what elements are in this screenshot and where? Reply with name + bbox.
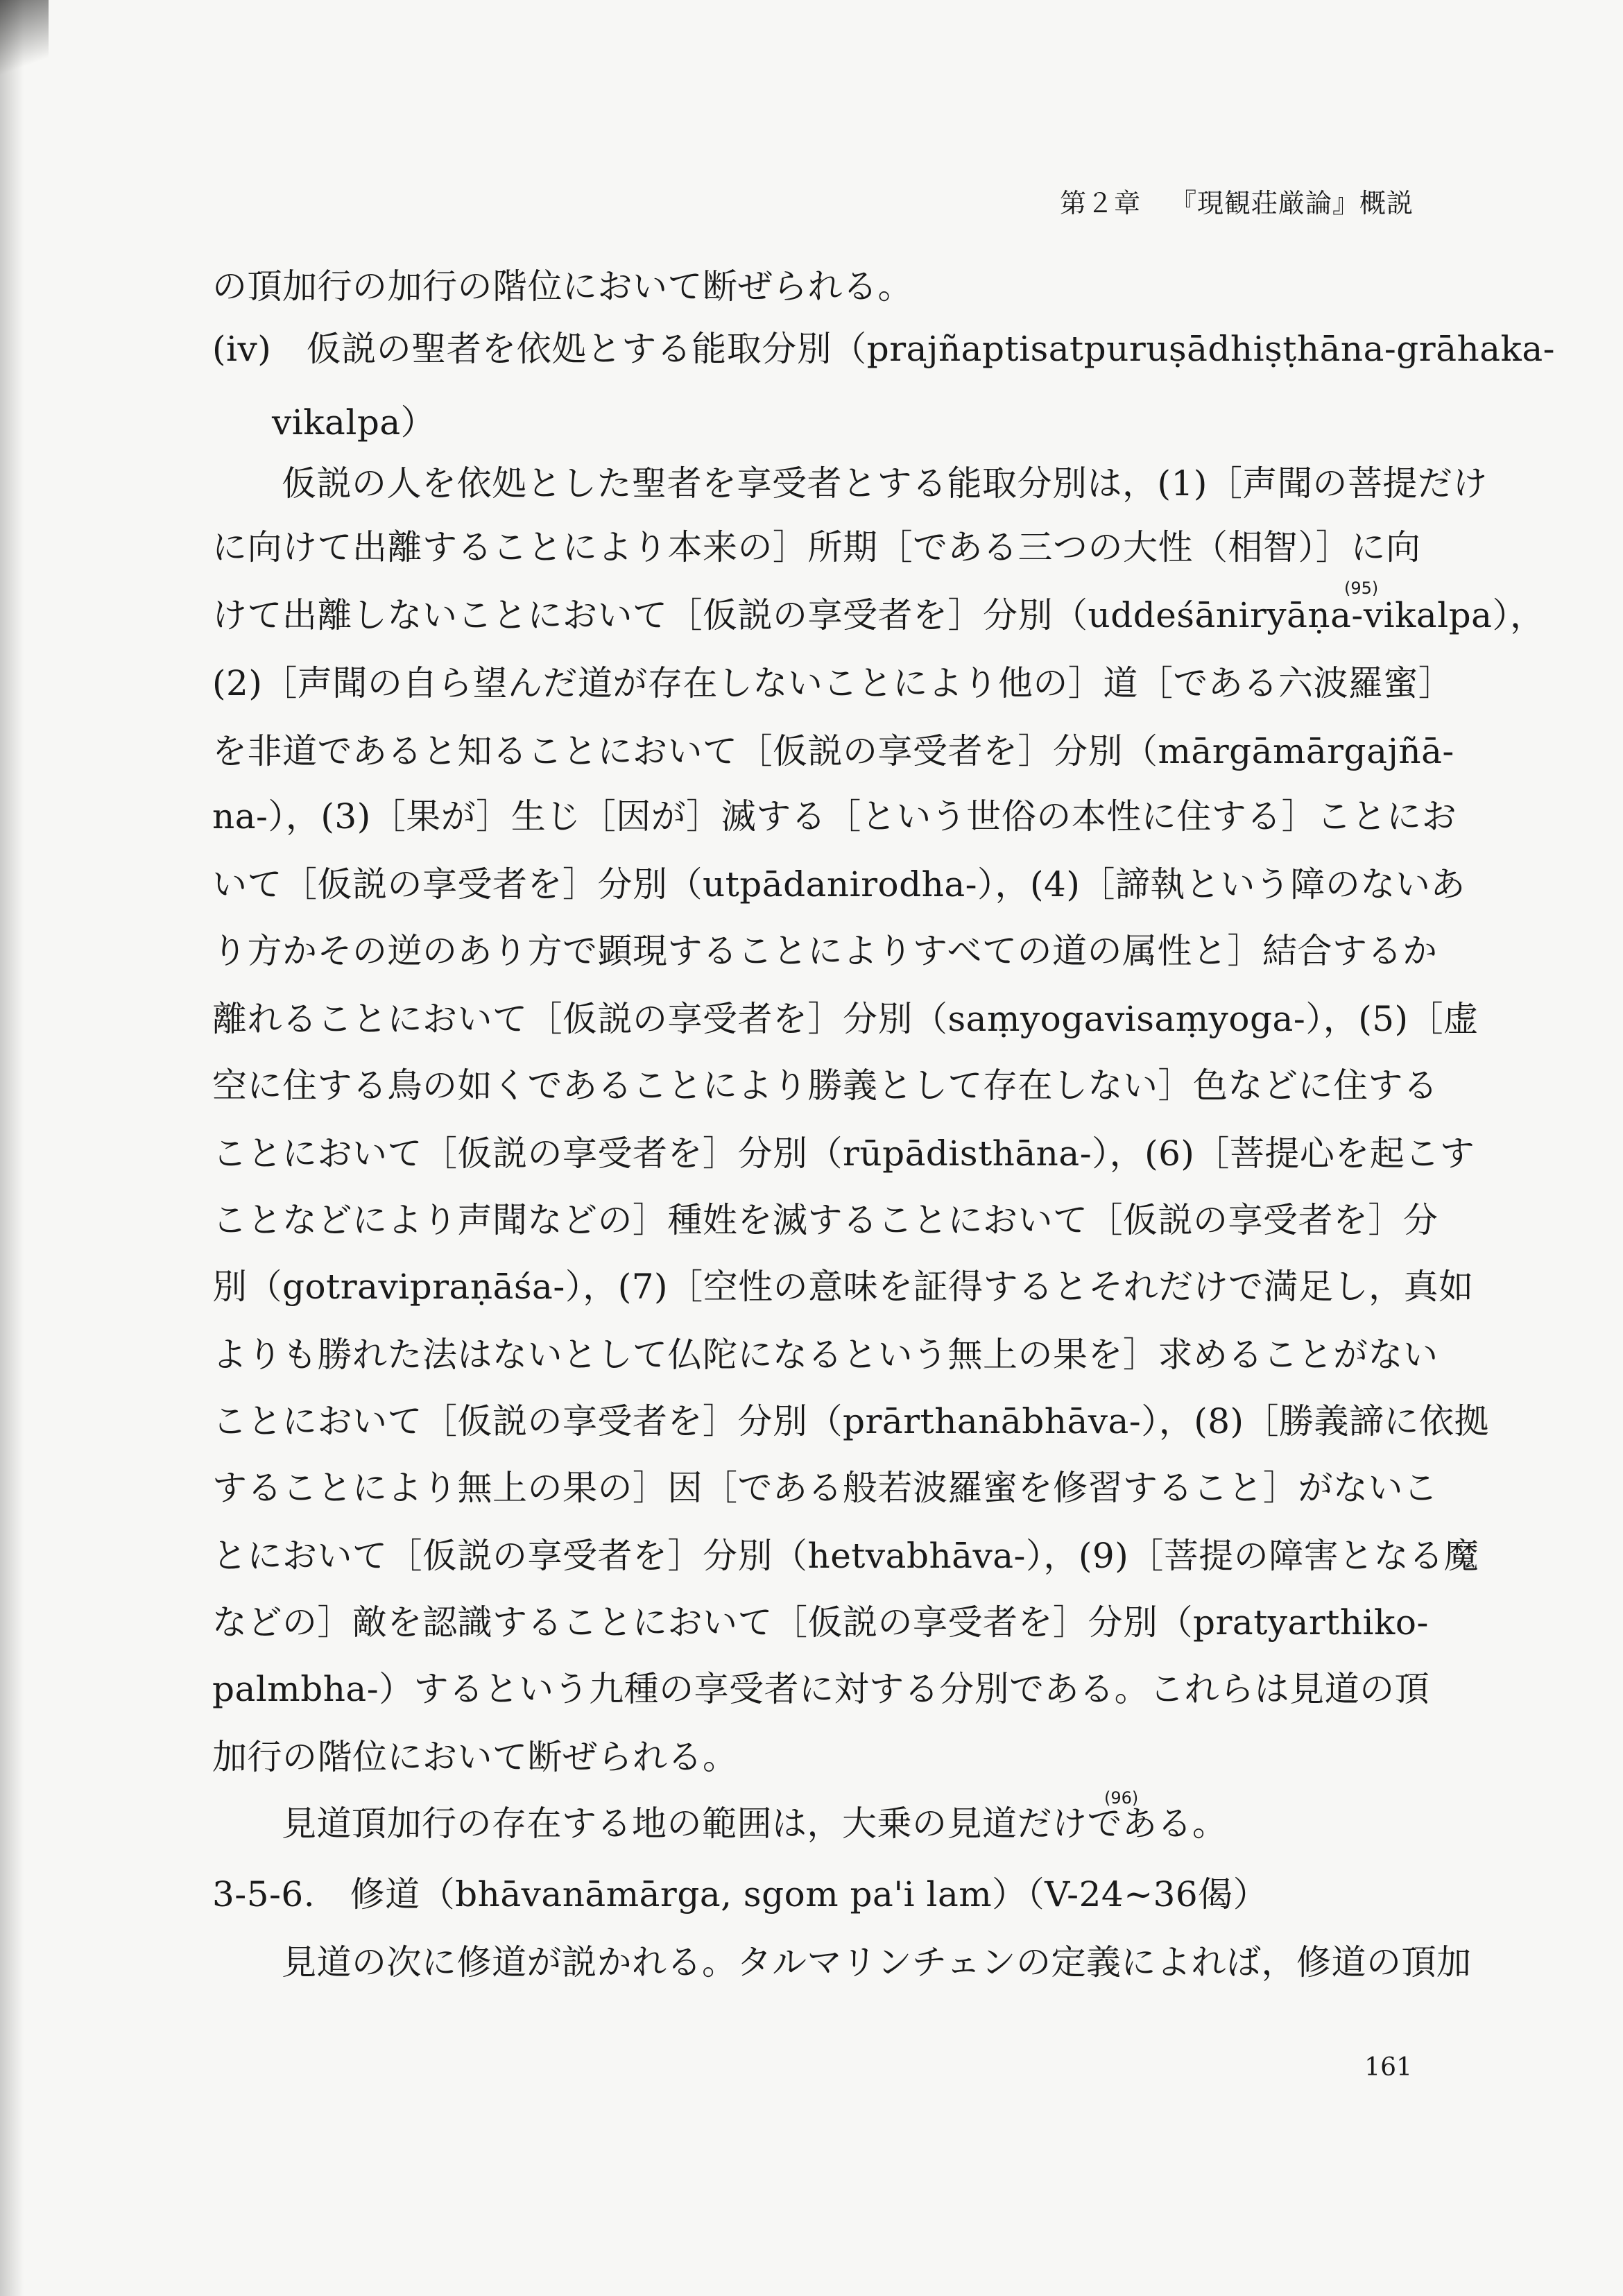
text-line-12: 離れることにおいて［仮説の享受者を］分別（saṃyogavisaṃyoga-），(5)［虚: [212, 999, 1479, 1039]
text-line-19: することにより無上の果の］因［である般若波羅蜜を修習すること］がないこ: [212, 1468, 1439, 1508]
text-line-10: いて［仮説の享受者を］分別（utpādanirodha-），(4)［諦執という障のないあ: [212, 864, 1466, 905]
page-number: 161: [1364, 2053, 1412, 2082]
text-line-9: na-），(3)［果が］生じ［因が］滅する［という世俗の本性に住する］ことにお: [212, 796, 1457, 837]
text-line-22: palmbha-）するという九種の享受者に対する分別である。これらは見道の頂: [212, 1669, 1430, 1709]
text-line-18: ことにおいて［仮説の享受者を］分別（prārthanābhāva-），(8)［勝義諦に依拠: [212, 1401, 1490, 1441]
text-line-3: vikalpa）: [272, 402, 436, 443]
text-line-5: に向けて出離することにより本来の］所期［である三つの大性（相智）］に向: [212, 527, 1421, 567]
text-line-15: ことなどにより声聞などの］種姓を滅することにおいて［仮説の享受者を］分: [212, 1200, 1439, 1240]
scan-corner-mark: [0, 0, 49, 90]
footnote-ref-95: (95): [1344, 579, 1379, 598]
text-line-17: よりも勝れた法はないとして仏陀になるという無上の果を］求めることがない: [212, 1335, 1439, 1375]
section-heading: 3-5-6. 修道（bhāvanāmārga, sgom pa'i lam）（V-24~36偈）: [212, 1874, 1269, 1914]
text-line-6: けて出離しないことにおいて［仮説の享受者を］分別（uddeśāniryāṇa-vikalpa），: [212, 595, 1545, 635]
chapter-label: 第２章: [1059, 188, 1141, 219]
text-line-14: ことにおいて［仮説の享受者を］分別（rūpādisthāna-），(6)［菩提心を起こす: [212, 1133, 1475, 1174]
chapter-title: 『現観荘厳論』概説: [1169, 188, 1414, 219]
text-line-11: り方かその逆のあり方で顕現することによりすべての道の属性と］結合するか: [212, 931, 1438, 971]
text-line-1: の頂加行の加行の階位において断ぜられる。: [212, 266, 913, 307]
text-line-13: 空に住する鳥の如くであることにより勝義として存在しない］色などに住する: [212, 1065, 1439, 1106]
running-header: [1060, 182, 1414, 220]
text-line-7: (2)［声聞の自ら望んだ道が存在しないことにより他の］道［である六波羅蜜］: [212, 663, 1454, 703]
text-line-2: (iv) 仮説の聖者を依処とする能取分別（prajñaptisatpuruṣādhiṣṭhāna-grāhaka-: [212, 329, 1556, 369]
scan-shadow: [0, 0, 24, 2296]
footnote-ref-96: (96): [1104, 1788, 1139, 1808]
text-line-4: 仮説の人を依処とした聖者を享受者とする能取分別は，(1)［声聞の菩提だけ: [282, 463, 1488, 504]
text-line-8: を非道であると知ることにおいて［仮説の享受者を］分別（mārgāmārgajñā-: [212, 731, 1454, 771]
text-line-16: 別（gotravipraṇāśa-），(7)［空性の意味を証得するとそれだけで満足し，真如: [212, 1267, 1474, 1307]
text-line-21: などの］敵を認識することにおいて［仮説の享受者を］分別（pratyarthiko-: [212, 1602, 1429, 1643]
text-line-24: 見道頂加行の存在する地の範囲は，大乗の見道だけである。: [282, 1804, 1228, 1844]
text-line-20: とにおいて［仮説の享受者を］分別（hetvabhāva-），(9)［菩提の障害となる魔: [212, 1536, 1479, 1576]
text-line-23: 加行の階位において断ぜられる。: [212, 1737, 738, 1777]
text-line-26: 見道の次に修道が説かれる。タルマリンチェンの定義によれば，修道の頂加: [282, 1942, 1472, 1982]
